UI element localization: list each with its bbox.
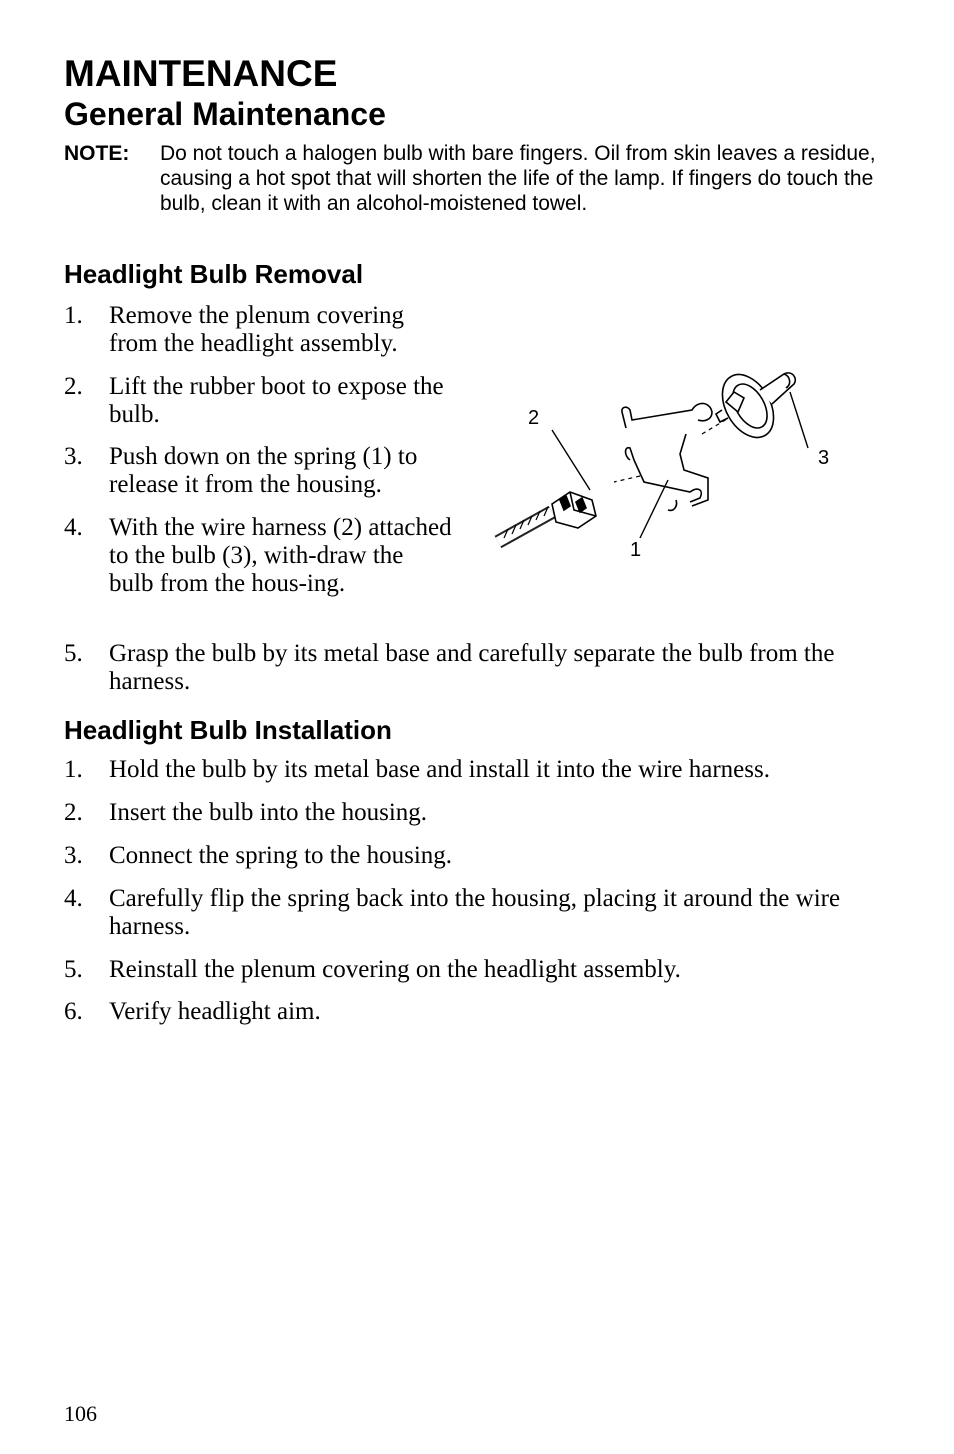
removal-step <box>64 640 854 696</box>
step-text: Remove the plenum covering from the headlight assembly. <box>109 302 405 357</box>
step-number: 2. <box>64 799 83 826</box>
installation-step <box>64 885 864 941</box>
step-number: 6. <box>64 998 83 1025</box>
subsection-title: General Maintenance <box>64 96 386 132</box>
step-text: Verify headlight aim. <box>109 998 321 1025</box>
callout-label-2: 2 <box>528 407 540 429</box>
step-number: 5. <box>64 956 83 983</box>
step-number: 2. <box>64 373 83 400</box>
step-text: Hold the bulb by its metal base and install it into the wire harness. <box>109 756 770 783</box>
step-number: 5. <box>64 640 83 667</box>
page-number: 106 <box>64 1401 97 1426</box>
note-label: NOTE: <box>64 142 130 165</box>
step-text: Connect the spring to the housing. <box>109 842 453 869</box>
step-text: Carefully flip the spring back into the housing, placing it around the wire harness. <box>109 885 841 940</box>
callout-label-3: 3 <box>818 447 830 469</box>
removal-step <box>64 443 454 499</box>
step-text: Insert the bulb into the housing. <box>109 799 428 826</box>
installation-step <box>64 956 864 984</box>
step-text: With the wire harness (2) attached to the bulb (3), with-draw the bulb from the hous-ing. <box>109 514 452 597</box>
step-text: Push down on the spring (1) to release it from the housing. <box>109 443 418 498</box>
step-number: 1. <box>64 302 83 329</box>
note-block <box>64 141 894 216</box>
callout-label-1: 1 <box>630 539 642 561</box>
step-number: 3. <box>64 842 83 869</box>
step-number: 3. <box>64 443 83 470</box>
note-text: Do not touch a halogen bulb with bare fingers. Oil from skin leaves a residue, causing a hot spot that will shorten the life of the lamp. If fingers do touch the bulb, clean it with an alcohol-moistened towel. <box>160 142 876 215</box>
installation-step <box>64 842 864 870</box>
step-number: 1. <box>64 756 83 783</box>
step-text: Grasp the bulb by its metal base and carefully separate the bulb from the harness. <box>109 640 835 695</box>
section-title: MAINTENANCE <box>64 53 338 94</box>
step-number: 4. <box>64 514 83 541</box>
removal-heading: Headlight Bulb Removal <box>64 259 364 289</box>
step-number: 4. <box>64 885 83 912</box>
headlight-bulb-diagram <box>490 362 850 562</box>
step-text: Lift the rubber boot to expose the bulb. <box>109 373 444 428</box>
step-text: Reinstall the plenum covering on the headlight assembly. <box>109 956 681 983</box>
installation-step <box>64 756 864 784</box>
installation-step <box>64 799 864 827</box>
removal-step <box>64 373 454 429</box>
installation-heading: Headlight Bulb Installation <box>64 715 392 745</box>
removal-step <box>64 302 454 358</box>
removal-step <box>64 514 454 598</box>
installation-step <box>64 998 864 1026</box>
